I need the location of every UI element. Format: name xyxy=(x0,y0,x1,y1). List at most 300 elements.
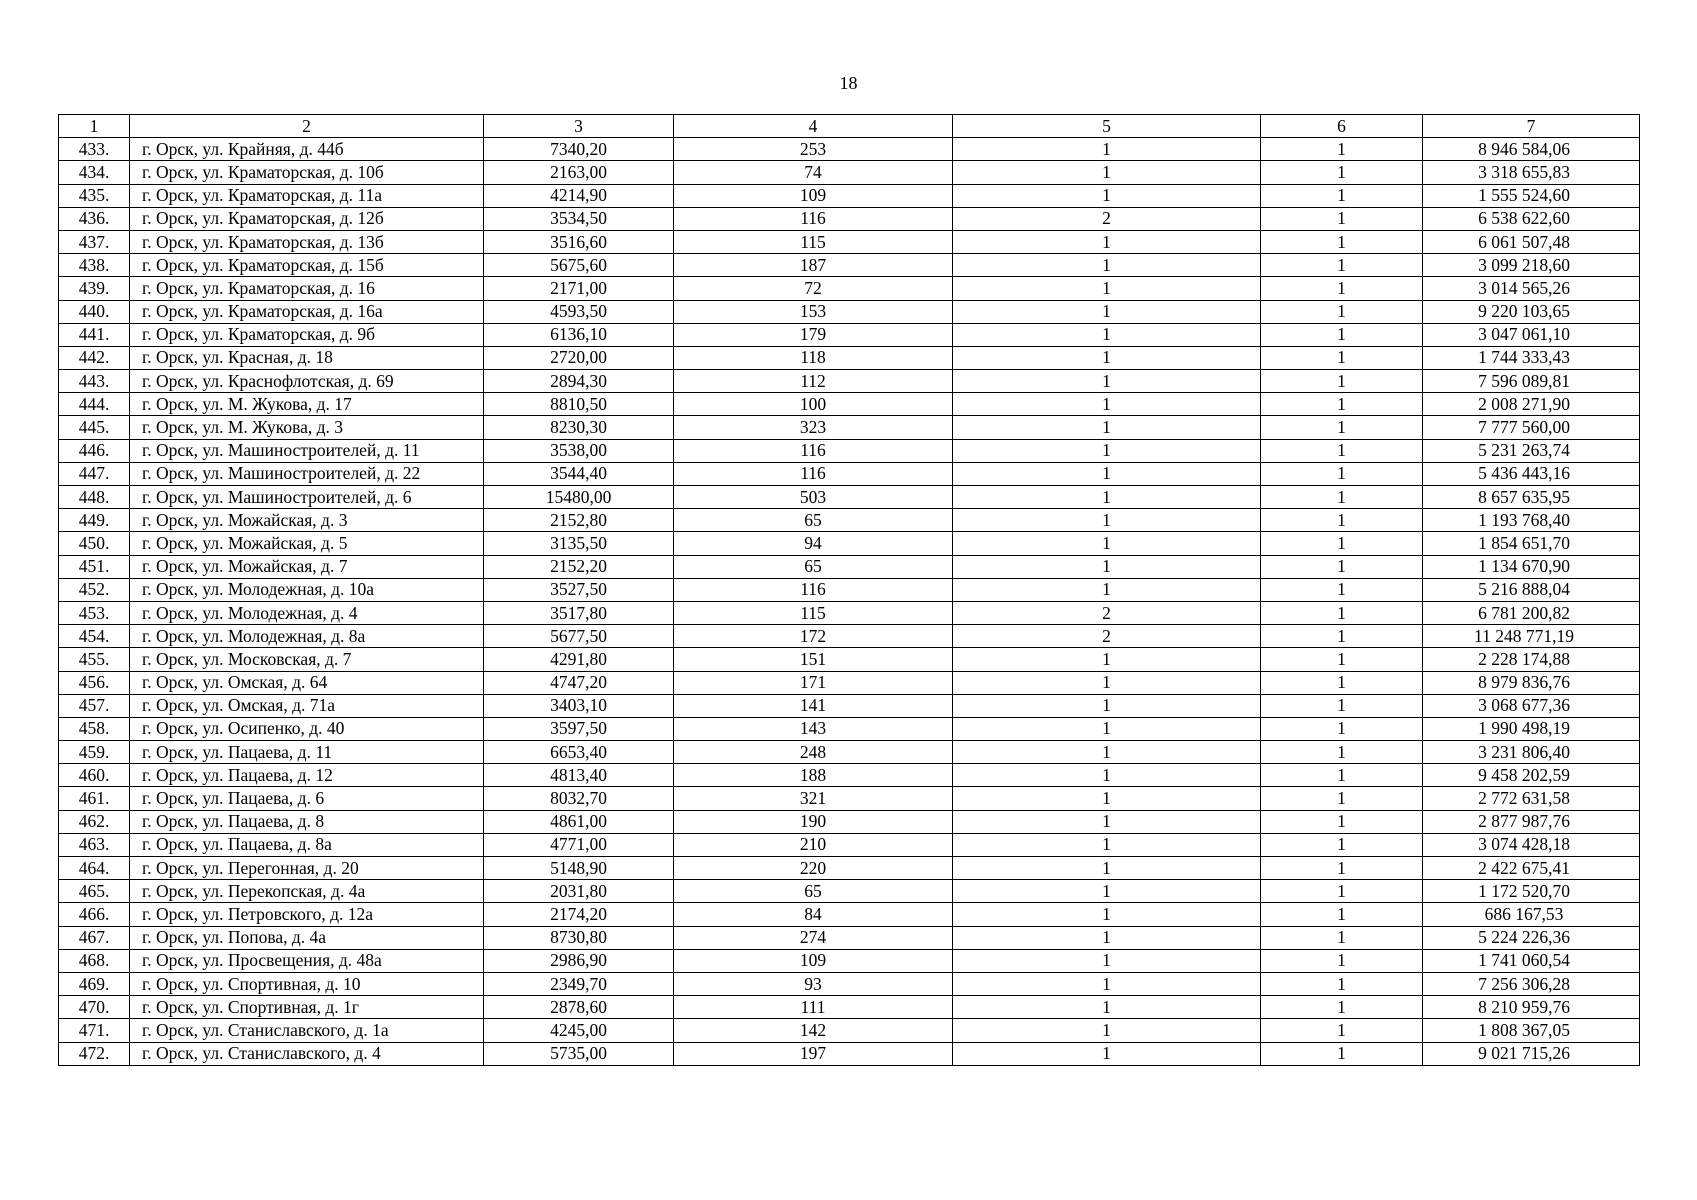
cell-count: 253 xyxy=(674,138,953,161)
cell-col6: 1 xyxy=(1261,1042,1423,1065)
cell-count: 109 xyxy=(674,184,953,207)
cell-address: г. Орск, ул. Спортивная, д. 1г xyxy=(130,996,484,1019)
cell-col5: 1 xyxy=(953,138,1261,161)
cell-col6: 1 xyxy=(1261,300,1423,323)
cell-address: г. Орск, ул. Машиностроителей, д. 6 xyxy=(130,486,484,509)
cell-amount: 8 979 836,76 xyxy=(1423,671,1640,694)
cell-address: г. Орск, ул. Станиславского, д. 1а xyxy=(130,1019,484,1042)
cell-area: 4813,40 xyxy=(484,764,674,787)
cell-address: г. Орск, ул. Пацаева, д. 8 xyxy=(130,810,484,833)
cell-col6: 1 xyxy=(1261,810,1423,833)
cell-index: 467. xyxy=(59,926,130,949)
cell-count: 190 xyxy=(674,810,953,833)
table-row xyxy=(59,207,1640,230)
cell-count: 172 xyxy=(674,625,953,648)
cell-address: г. Орск, ул. Крайняя, д. 44б xyxy=(130,138,484,161)
cell-area: 2349,70 xyxy=(484,972,674,995)
housing-table xyxy=(58,114,1640,1066)
cell-area: 2720,00 xyxy=(484,346,674,369)
cell-area: 3403,10 xyxy=(484,694,674,717)
cell-count: 116 xyxy=(674,462,953,485)
table-row xyxy=(59,787,1640,810)
cell-col6: 1 xyxy=(1261,787,1423,810)
cell-col6: 1 xyxy=(1261,648,1423,671)
cell-index: 447. xyxy=(59,462,130,485)
cell-area: 3135,50 xyxy=(484,532,674,555)
cell-amount: 9 021 715,26 xyxy=(1423,1042,1640,1065)
cell-amount: 8 657 635,95 xyxy=(1423,486,1640,509)
cell-col5: 1 xyxy=(953,810,1261,833)
cell-col6: 1 xyxy=(1261,370,1423,393)
cell-index: 450. xyxy=(59,532,130,555)
cell-area: 8730,80 xyxy=(484,926,674,949)
cell-amount: 5 231 263,74 xyxy=(1423,439,1640,462)
cell-index: 472. xyxy=(59,1042,130,1065)
cell-count: 142 xyxy=(674,1019,953,1042)
header-row xyxy=(59,115,1640,138)
header-col-2: 2 xyxy=(130,115,484,138)
cell-count: 94 xyxy=(674,532,953,555)
cell-col6: 1 xyxy=(1261,833,1423,856)
cell-area: 5148,90 xyxy=(484,857,674,880)
cell-col5: 1 xyxy=(953,949,1261,972)
table-row xyxy=(59,741,1640,764)
table-row xyxy=(59,486,1640,509)
table-row xyxy=(59,1042,1640,1065)
cell-amount: 5 224 226,36 xyxy=(1423,926,1640,949)
table-row xyxy=(59,996,1640,1019)
header-col-6: 6 xyxy=(1261,115,1423,138)
cell-amount: 1 808 367,05 xyxy=(1423,1019,1640,1042)
cell-count: 100 xyxy=(674,393,953,416)
cell-count: 321 xyxy=(674,787,953,810)
cell-col5: 1 xyxy=(953,393,1261,416)
cell-area: 4214,90 xyxy=(484,184,674,207)
cell-col6: 1 xyxy=(1261,625,1423,648)
cell-area: 2986,90 xyxy=(484,949,674,972)
table-row xyxy=(59,1019,1640,1042)
cell-count: 179 xyxy=(674,323,953,346)
cell-col5: 1 xyxy=(953,694,1261,717)
cell-col6: 1 xyxy=(1261,416,1423,439)
cell-amount: 1 134 670,90 xyxy=(1423,555,1640,578)
cell-address: г. Орск, ул. Краматорская, д. 11а xyxy=(130,184,484,207)
cell-col5: 1 xyxy=(953,857,1261,880)
cell-address: г. Орск, ул. Молодежная, д. 10а xyxy=(130,578,484,601)
cell-amount: 2 008 271,90 xyxy=(1423,393,1640,416)
cell-address: г. Орск, ул. Машиностроителей, д. 22 xyxy=(130,462,484,485)
cell-area: 2878,60 xyxy=(484,996,674,1019)
table-row xyxy=(59,230,1640,253)
table-row xyxy=(59,161,1640,184)
cell-amount: 5 436 443,16 xyxy=(1423,462,1640,485)
cell-index: 453. xyxy=(59,601,130,624)
cell-count: 141 xyxy=(674,694,953,717)
cell-index: 456. xyxy=(59,671,130,694)
cell-area: 5735,00 xyxy=(484,1042,674,1065)
cell-col6: 1 xyxy=(1261,949,1423,972)
cell-area: 4245,00 xyxy=(484,1019,674,1042)
cell-area: 4593,50 xyxy=(484,300,674,323)
cell-col6: 1 xyxy=(1261,555,1423,578)
cell-col5: 1 xyxy=(953,880,1261,903)
cell-col5: 1 xyxy=(953,370,1261,393)
cell-index: 445. xyxy=(59,416,130,439)
cell-col6: 1 xyxy=(1261,903,1423,926)
cell-col5: 1 xyxy=(953,648,1261,671)
cell-area: 3517,80 xyxy=(484,601,674,624)
cell-count: 153 xyxy=(674,300,953,323)
cell-count: 65 xyxy=(674,509,953,532)
cell-col6: 1 xyxy=(1261,393,1423,416)
cell-col5: 1 xyxy=(953,764,1261,787)
cell-col6: 1 xyxy=(1261,764,1423,787)
header-col-7: 7 xyxy=(1423,115,1640,138)
cell-count: 323 xyxy=(674,416,953,439)
cell-address: г. Орск, ул. Московская, д. 7 xyxy=(130,648,484,671)
cell-area: 5677,50 xyxy=(484,625,674,648)
cell-address: г. Орск, ул. Пацаева, д. 6 xyxy=(130,787,484,810)
cell-amount: 3 318 655,83 xyxy=(1423,161,1640,184)
cell-address: г. Орск, ул. Машиностроителей, д. 11 xyxy=(130,439,484,462)
table-row xyxy=(59,671,1640,694)
cell-col6: 1 xyxy=(1261,462,1423,485)
cell-count: 109 xyxy=(674,949,953,972)
table-row xyxy=(59,949,1640,972)
table-row xyxy=(59,323,1640,346)
cell-count: 143 xyxy=(674,717,953,740)
cell-col5: 1 xyxy=(953,555,1261,578)
cell-area: 2152,80 xyxy=(484,509,674,532)
cell-index: 438. xyxy=(59,254,130,277)
cell-count: 197 xyxy=(674,1042,953,1065)
cell-area: 3538,00 xyxy=(484,439,674,462)
cell-index: 465. xyxy=(59,880,130,903)
cell-area: 3534,50 xyxy=(484,207,674,230)
table-row xyxy=(59,532,1640,555)
cell-index: 455. xyxy=(59,648,130,671)
cell-amount: 3 099 218,60 xyxy=(1423,254,1640,277)
cell-col6: 1 xyxy=(1261,857,1423,880)
cell-address: г. Орск, ул. Краматорская, д. 15б xyxy=(130,254,484,277)
table-row xyxy=(59,416,1640,439)
cell-area: 2031,80 xyxy=(484,880,674,903)
cell-amount: 8 946 584,06 xyxy=(1423,138,1640,161)
cell-amount: 1 193 768,40 xyxy=(1423,509,1640,532)
cell-amount: 3 068 677,36 xyxy=(1423,694,1640,717)
table-row xyxy=(59,555,1640,578)
table-row xyxy=(59,694,1640,717)
cell-col6: 1 xyxy=(1261,207,1423,230)
cell-index: 434. xyxy=(59,161,130,184)
cell-count: 93 xyxy=(674,972,953,995)
cell-count: 116 xyxy=(674,578,953,601)
header-col-3: 3 xyxy=(484,115,674,138)
table-row xyxy=(59,717,1640,740)
cell-area: 2174,20 xyxy=(484,903,674,926)
cell-address: г. Орск, ул. Перекопская, д. 4а xyxy=(130,880,484,903)
cell-address: г. Орск, ул. Петровского, д. 12а xyxy=(130,903,484,926)
cell-col6: 1 xyxy=(1261,254,1423,277)
cell-col6: 1 xyxy=(1261,741,1423,764)
table-row xyxy=(59,764,1640,787)
cell-index: 448. xyxy=(59,486,130,509)
cell-col5: 1 xyxy=(953,230,1261,253)
cell-amount: 11 248 771,19 xyxy=(1423,625,1640,648)
cell-index: 461. xyxy=(59,787,130,810)
table-row xyxy=(59,903,1640,926)
cell-address: г. Орск, ул. Омская, д. 71а xyxy=(130,694,484,717)
cell-col5: 1 xyxy=(953,416,1261,439)
cell-amount: 7 777 560,00 xyxy=(1423,416,1640,439)
cell-address: г. Орск, ул. Можайская, д. 7 xyxy=(130,555,484,578)
cell-col6: 1 xyxy=(1261,138,1423,161)
cell-index: 441. xyxy=(59,323,130,346)
cell-count: 115 xyxy=(674,230,953,253)
cell-amount: 2 422 675,41 xyxy=(1423,857,1640,880)
cell-index: 440. xyxy=(59,300,130,323)
cell-col5: 1 xyxy=(953,323,1261,346)
cell-address: г. Орск, ул. Просвещения, д. 48а xyxy=(130,949,484,972)
cell-index: 446. xyxy=(59,439,130,462)
cell-amount: 686 167,53 xyxy=(1423,903,1640,926)
cell-area: 4771,00 xyxy=(484,833,674,856)
cell-address: г. Орск, ул. М. Жукова, д. 17 xyxy=(130,393,484,416)
cell-amount: 7 256 306,28 xyxy=(1423,972,1640,995)
cell-address: г. Орск, ул. Краматорская, д. 12б xyxy=(130,207,484,230)
cell-address: г. Орск, ул. Молодежная, д. 8а xyxy=(130,625,484,648)
header-col-4: 4 xyxy=(674,115,953,138)
cell-col5: 2 xyxy=(953,625,1261,648)
cell-count: 503 xyxy=(674,486,953,509)
cell-index: 449. xyxy=(59,509,130,532)
cell-amount: 6 061 507,48 xyxy=(1423,230,1640,253)
table-row xyxy=(59,509,1640,532)
cell-address: г. Орск, ул. Красная, д. 18 xyxy=(130,346,484,369)
cell-col6: 1 xyxy=(1261,972,1423,995)
table-row xyxy=(59,254,1640,277)
cell-col6: 1 xyxy=(1261,996,1423,1019)
table-row xyxy=(59,926,1640,949)
table-row xyxy=(59,578,1640,601)
cell-count: 115 xyxy=(674,601,953,624)
cell-address: г. Орск, ул. Можайская, д. 5 xyxy=(130,532,484,555)
cell-area: 2152,20 xyxy=(484,555,674,578)
cell-col5: 1 xyxy=(953,903,1261,926)
cell-col5: 1 xyxy=(953,486,1261,509)
table-row xyxy=(59,277,1640,300)
cell-area: 4747,20 xyxy=(484,671,674,694)
cell-area: 3597,50 xyxy=(484,717,674,740)
cell-area: 8810,50 xyxy=(484,393,674,416)
cell-col5: 1 xyxy=(953,671,1261,694)
cell-col5: 1 xyxy=(953,926,1261,949)
cell-col6: 1 xyxy=(1261,184,1423,207)
cell-count: 171 xyxy=(674,671,953,694)
cell-amount: 3 231 806,40 xyxy=(1423,741,1640,764)
cell-address: г. Орск, ул. М. Жукова, д. 3 xyxy=(130,416,484,439)
cell-index: 452. xyxy=(59,578,130,601)
cell-index: 464. xyxy=(59,857,130,880)
cell-area: 8032,70 xyxy=(484,787,674,810)
cell-index: 439. xyxy=(59,277,130,300)
cell-count: 274 xyxy=(674,926,953,949)
cell-count: 112 xyxy=(674,370,953,393)
cell-col5: 1 xyxy=(953,184,1261,207)
cell-amount: 2 877 987,76 xyxy=(1423,810,1640,833)
table-row xyxy=(59,346,1640,369)
cell-count: 74 xyxy=(674,161,953,184)
cell-count: 116 xyxy=(674,207,953,230)
cell-amount: 1 741 060,54 xyxy=(1423,949,1640,972)
cell-count: 248 xyxy=(674,741,953,764)
cell-index: 470. xyxy=(59,996,130,1019)
cell-count: 118 xyxy=(674,346,953,369)
table-body xyxy=(59,138,1640,1066)
cell-col5: 1 xyxy=(953,578,1261,601)
cell-index: 463. xyxy=(59,833,130,856)
header-col-1: 1 xyxy=(59,115,130,138)
cell-count: 151 xyxy=(674,648,953,671)
cell-col6: 1 xyxy=(1261,439,1423,462)
cell-index: 460. xyxy=(59,764,130,787)
cell-count: 72 xyxy=(674,277,953,300)
cell-address: г. Орск, ул. Пацаева, д. 11 xyxy=(130,741,484,764)
cell-amount: 8 210 959,76 xyxy=(1423,996,1640,1019)
cell-address: г. Орск, ул. Молодежная, д. 4 xyxy=(130,601,484,624)
cell-amount: 2 228 174,88 xyxy=(1423,648,1640,671)
cell-index: 437. xyxy=(59,230,130,253)
cell-amount: 3 074 428,18 xyxy=(1423,833,1640,856)
cell-col5: 1 xyxy=(953,1019,1261,1042)
cell-col5: 1 xyxy=(953,509,1261,532)
cell-index: 454. xyxy=(59,625,130,648)
cell-col6: 1 xyxy=(1261,486,1423,509)
table-row xyxy=(59,601,1640,624)
cell-address: г. Орск, ул. Попова, д. 4а xyxy=(130,926,484,949)
cell-index: 444. xyxy=(59,393,130,416)
cell-index: 458. xyxy=(59,717,130,740)
cell-amount: 5 216 888,04 xyxy=(1423,578,1640,601)
cell-amount: 7 596 089,81 xyxy=(1423,370,1640,393)
table-row xyxy=(59,393,1640,416)
cell-address: г. Орск, ул. Осипенко, д. 40 xyxy=(130,717,484,740)
cell-col5: 2 xyxy=(953,207,1261,230)
cell-col6: 1 xyxy=(1261,578,1423,601)
table-row xyxy=(59,300,1640,323)
cell-col5: 1 xyxy=(953,254,1261,277)
cell-index: 442. xyxy=(59,346,130,369)
cell-count: 187 xyxy=(674,254,953,277)
cell-address: г. Орск, ул. Пацаева, д. 8а xyxy=(130,833,484,856)
cell-address: г. Орск, ул. Краматорская, д. 16а xyxy=(130,300,484,323)
cell-col5: 1 xyxy=(953,439,1261,462)
cell-col6: 1 xyxy=(1261,346,1423,369)
cell-area: 5675,60 xyxy=(484,254,674,277)
table-row xyxy=(59,138,1640,161)
cell-amount: 6 538 622,60 xyxy=(1423,207,1640,230)
cell-address: г. Орск, ул. Станиславского, д. 4 xyxy=(130,1042,484,1065)
cell-amount: 6 781 200,82 xyxy=(1423,601,1640,624)
cell-col5: 1 xyxy=(953,833,1261,856)
cell-index: 468. xyxy=(59,949,130,972)
cell-col5: 2 xyxy=(953,601,1261,624)
cell-col6: 1 xyxy=(1261,323,1423,346)
cell-count: 65 xyxy=(674,880,953,903)
cell-amount: 1 172 520,70 xyxy=(1423,880,1640,903)
cell-amount: 3 014 565,26 xyxy=(1423,277,1640,300)
cell-col6: 1 xyxy=(1261,880,1423,903)
cell-area: 4291,80 xyxy=(484,648,674,671)
cell-index: 451. xyxy=(59,555,130,578)
cell-address: г. Орск, ул. Краматорская, д. 9б xyxy=(130,323,484,346)
cell-address: г. Орск, ул. Краматорская, д. 16 xyxy=(130,277,484,300)
table-row xyxy=(59,184,1640,207)
cell-index: 469. xyxy=(59,972,130,995)
cell-area: 15480,00 xyxy=(484,486,674,509)
cell-col5: 1 xyxy=(953,462,1261,485)
cell-col6: 1 xyxy=(1261,161,1423,184)
cell-count: 116 xyxy=(674,439,953,462)
cell-count: 84 xyxy=(674,903,953,926)
cell-count: 188 xyxy=(674,764,953,787)
table-row xyxy=(59,833,1640,856)
table-row xyxy=(59,810,1640,833)
cell-col5: 1 xyxy=(953,996,1261,1019)
cell-area: 2894,30 xyxy=(484,370,674,393)
cell-address: г. Орск, ул. Перегонная, д. 20 xyxy=(130,857,484,880)
cell-col6: 1 xyxy=(1261,601,1423,624)
cell-index: 462. xyxy=(59,810,130,833)
cell-area: 8230,30 xyxy=(484,416,674,439)
cell-area: 3527,50 xyxy=(484,578,674,601)
cell-index: 471. xyxy=(59,1019,130,1042)
table-row xyxy=(59,880,1640,903)
cell-area: 6653,40 xyxy=(484,741,674,764)
cell-col5: 1 xyxy=(953,161,1261,184)
cell-area: 3516,60 xyxy=(484,230,674,253)
cell-col5: 1 xyxy=(953,741,1261,764)
cell-address: г. Орск, ул. Краматорская, д. 13б xyxy=(130,230,484,253)
table-row xyxy=(59,857,1640,880)
cell-address: г. Орск, ул. Спортивная, д. 10 xyxy=(130,972,484,995)
table-row xyxy=(59,439,1640,462)
cell-col5: 1 xyxy=(953,277,1261,300)
cell-col5: 1 xyxy=(953,1042,1261,1065)
cell-index: 459. xyxy=(59,741,130,764)
cell-address: г. Орск, ул. Можайская, д. 3 xyxy=(130,509,484,532)
cell-amount: 3 047 061,10 xyxy=(1423,323,1640,346)
cell-index: 457. xyxy=(59,694,130,717)
cell-col6: 1 xyxy=(1261,671,1423,694)
table-row xyxy=(59,625,1640,648)
cell-area: 4861,00 xyxy=(484,810,674,833)
cell-col5: 1 xyxy=(953,787,1261,810)
cell-count: 210 xyxy=(674,833,953,856)
cell-col5: 1 xyxy=(953,346,1261,369)
cell-address: г. Орск, ул. Краснофлотская, д. 69 xyxy=(130,370,484,393)
cell-col6: 1 xyxy=(1261,509,1423,532)
cell-count: 111 xyxy=(674,996,953,1019)
table-row xyxy=(59,648,1640,671)
cell-address: г. Орск, ул. Пацаева, д. 12 xyxy=(130,764,484,787)
cell-amount: 1 555 524,60 xyxy=(1423,184,1640,207)
page-number: 18 xyxy=(839,73,858,93)
cell-col6: 1 xyxy=(1261,694,1423,717)
cell-index: 443. xyxy=(59,370,130,393)
cell-col5: 1 xyxy=(953,972,1261,995)
cell-count: 65 xyxy=(674,555,953,578)
